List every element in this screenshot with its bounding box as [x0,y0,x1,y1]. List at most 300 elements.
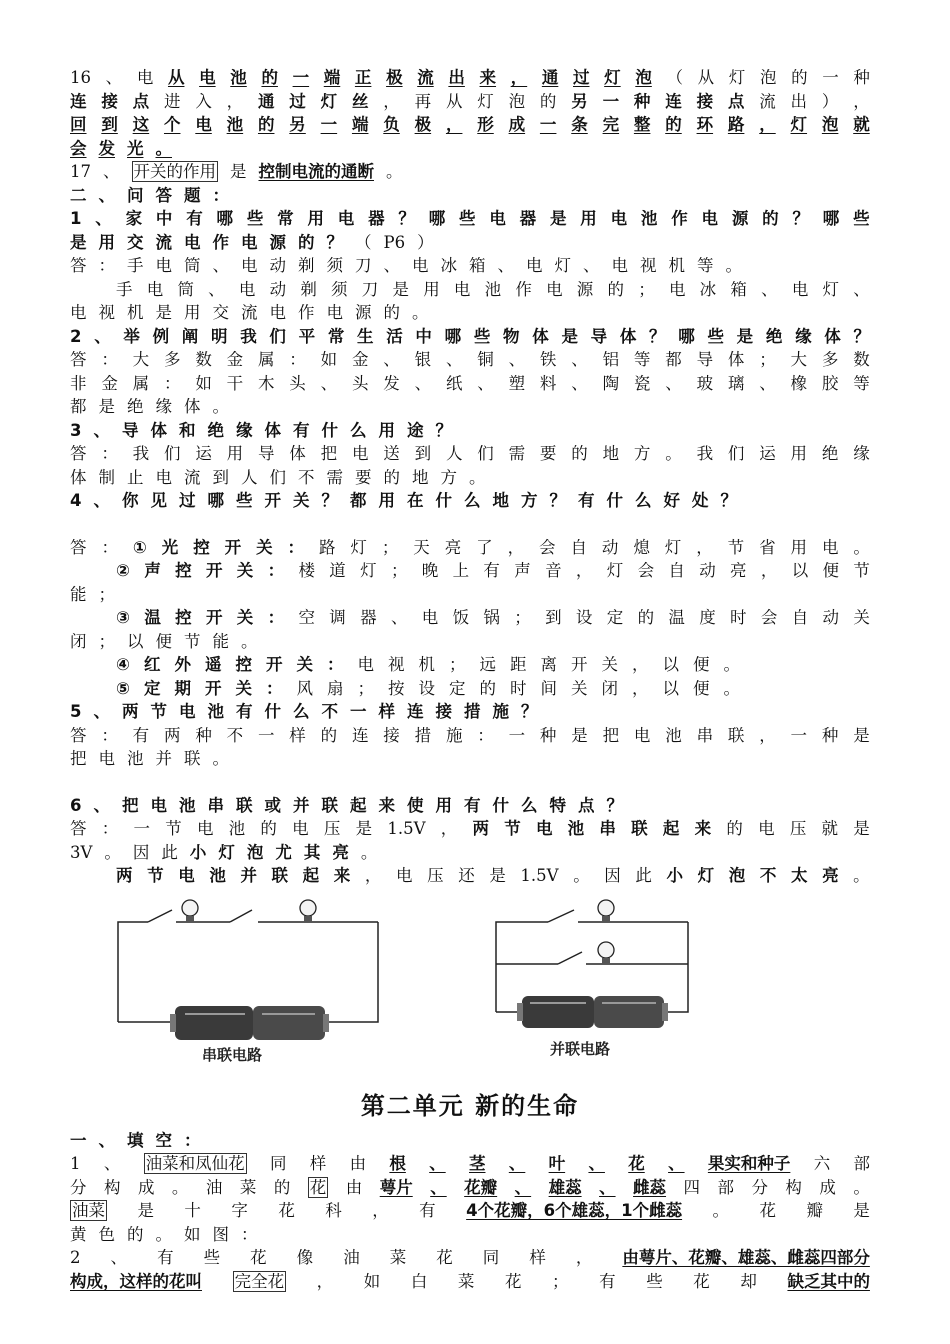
text-token: 电 [98,749,115,768]
text-token: 绝 [765,326,783,346]
text-token: 施 [445,725,463,745]
text-token: ： [212,185,229,205]
text-token: 干 [226,373,244,393]
text-token: 、 [414,373,432,393]
text-token: 璃 [727,373,745,393]
text-token: 接 [696,91,714,111]
blank-line [70,513,870,536]
text-token: 来 [378,795,395,815]
text-token: 到 [101,115,118,134]
text-token: 4 [70,491,82,510]
text-token: 是 [571,725,588,745]
text-token: 把 [320,444,338,463]
text-token: 电 [155,256,172,275]
text-token: 电 [178,702,196,721]
text-token: ？ [520,702,538,721]
text-token: 绝 [821,444,839,463]
text-token: 度 [699,608,716,627]
text-token: 们 [269,467,286,487]
text-token: 哪 [207,491,224,510]
text-token: 音 [545,561,562,580]
text-token: 方 [520,491,538,510]
text-token: 控 [175,561,192,580]
text-token: 作 [671,209,688,228]
text-token: 串 [207,795,224,815]
text-token: 是 [355,819,373,838]
text-token: 有 [235,702,253,721]
text-token: 。 [241,631,258,651]
text-token: 来 [694,819,712,838]
text-token: 连 [406,702,424,721]
text-token: 联 [321,795,338,815]
text-token: 铁 [539,350,557,369]
text-token: 的 [665,115,682,134]
text-token: 头 [351,373,369,393]
text-line [70,1270,870,1294]
text-token: 不 [298,467,315,487]
text-token: 是 [70,232,87,252]
text-token: 电 [199,68,216,87]
text-token: 流 [184,467,201,487]
text-token: 联 [271,866,289,885]
text-token: 运 [195,444,212,463]
text-token: ： [326,655,344,674]
text-token: 题 [184,185,201,205]
text-token: ： [98,256,115,275]
text-token: 生 [357,326,374,346]
text-token: ③ [116,608,130,627]
text-token: ， [759,725,776,745]
text-token: 哪 [444,326,462,346]
text-token: 的 [273,1177,291,1197]
text-token: 答 [70,819,87,838]
text-token: 遥 [204,655,222,674]
text-token: 二 [70,185,87,205]
text-token: 叶 [548,1154,566,1173]
text-token: 些 [235,491,253,510]
text-token: 样 [289,725,306,745]
text-token: 像 [296,1248,314,1267]
text-token: 池 [567,819,585,838]
text-token: 因 [604,866,621,885]
text-token: 2 [70,1248,81,1267]
text-token: ； [381,537,399,557]
text-token: 有 [292,420,310,440]
text-line [70,841,870,865]
text-token: 泡 [508,91,526,111]
text-token: 筒 [184,256,201,275]
text-token: ： [101,350,118,369]
text-token: 好 [663,491,680,510]
text-token: 控 [175,608,192,627]
text-token: 空 [298,608,315,627]
text-token: 调 [329,608,346,627]
text-token: 关 [296,655,313,674]
text-token: 池 [640,209,658,228]
text-token: 节 [150,702,167,721]
text-token: 剃 [300,279,317,299]
text-token: 体 [289,444,306,463]
text-token: 成 [819,1177,836,1197]
text-token: 视 [98,303,115,322]
text-token: 么 [292,702,310,721]
text-token: 缘 [155,397,172,416]
text-token: 连 [665,91,682,111]
text-token: 头 [289,373,306,393]
text-token: 花 [278,1201,295,1220]
text-token: ， [631,678,649,698]
text-token: 由 [349,1154,367,1173]
text-token: 条 [571,115,588,134]
text-token: 平 [298,326,316,346]
text-token: 剃 [298,256,315,275]
text-token: 银 [414,350,432,369]
text-token: 能 [212,631,229,651]
text-token: ； [552,1271,569,1291]
text-token: ？ [792,209,809,228]
text-token: 部 [717,1177,734,1197]
text-token: 控 [193,537,210,557]
text-token: ？ [649,326,666,346]
text-token: 有 [419,1201,436,1220]
text-token: 分 [70,1177,87,1197]
text-token: 须 [326,256,343,275]
text-token: 灯 [664,537,682,557]
text-token: 制 [98,467,115,487]
text-token: 小 [189,842,207,862]
text-token: 器 [360,608,377,627]
text-token: 物 [503,326,520,346]
text-token: 并 [240,866,257,885]
text-token: 手 [116,279,133,299]
document-page [70,66,870,1293]
text-token: 。 [665,444,682,463]
text-token: 灯 [728,68,746,87]
text-token: ： [101,537,118,557]
text-token: 离 [540,655,557,674]
text-token: 有 [577,491,595,510]
text-token: 体 [619,326,637,346]
text-line [70,66,870,90]
text-token: 玻 [696,373,714,393]
text-token: 电 [184,232,201,252]
text-token: 色 [98,1224,115,1244]
text-token: 连 [70,91,87,111]
text-token: 种 [821,725,839,745]
text-token: 用 [423,279,440,299]
text-token: ？ [398,209,415,228]
text-token: 用 [98,232,115,252]
text-token: 电 [292,819,309,838]
text-token: 些 [473,326,491,346]
text-token: 楼 [298,561,315,580]
text-token: 灯 [218,842,235,862]
text-token: 源 [355,303,372,322]
text-token: 、 [103,1154,121,1173]
text-line [70,1152,870,1176]
text-token: 雄蕊 [548,1177,582,1197]
text-token: 。 [386,162,403,181]
text-token: 风 [296,678,313,698]
text-token: 联 [235,795,253,815]
text-token: 方 [440,467,457,487]
text-token: 电 [611,256,628,275]
text-token: 路 [727,115,745,134]
text-token: 如 [320,350,338,369]
text-token: 发 [98,138,115,158]
text-token: 3V [70,842,93,862]
text-token: 因 [132,842,150,862]
text-token: 四 [683,1177,700,1197]
text-token: 数 [195,350,212,369]
text-token: 什 [321,420,338,440]
text-line [70,536,870,560]
text-token: ： [184,1130,201,1150]
text-token: 答 [70,256,87,275]
text-token: 其 [303,842,321,862]
text-token: 小 [666,866,684,885]
text-token: 不 [759,866,777,885]
text-line [70,1129,870,1153]
text-token: 串 [696,725,714,745]
text-token: 绝 [127,397,144,416]
text-token: 都 [665,350,682,369]
text-token: 么 [463,491,481,510]
text-token: 1.5V [387,819,426,838]
text-token: 特 [549,795,566,815]
text-token: 部 [853,1154,870,1173]
text-token: ？ [606,795,623,815]
text-token: 用 [580,209,597,228]
text-line [70,817,870,841]
text-token: 等 [697,256,714,275]
text-token: 一 [822,68,839,87]
text-token: 填 [127,1130,144,1150]
text-token: 茎 [469,1154,486,1173]
text-token: 由萼片、花瓣、雄蕊、雌蕊四部分 [622,1248,870,1267]
text-token: 用 [378,420,395,440]
text-token: 和 [178,420,196,440]
text-token: 就 [821,819,839,838]
text-token: 2 [70,326,82,346]
text-token: 泡 [635,68,652,87]
text-token: 的 [539,91,557,111]
text-token: 油 [343,1248,360,1267]
text-token: ， [316,1271,334,1291]
text-token: 是 [549,209,567,228]
text-token: ， [696,537,713,557]
text-token: 负 [383,115,400,134]
text-line [70,466,870,490]
text-token: 环 [696,115,714,134]
text-token: 是 [561,326,578,346]
text-token: 如 [184,1224,201,1244]
text-token: 关 [292,491,310,510]
text-line [70,1199,870,1223]
text-token: 期 [174,678,191,698]
text-token: ， [372,1201,389,1220]
text-token: 动 [601,537,619,557]
text-token: 以 [791,561,809,580]
text-token: 作 [298,303,315,322]
text-token: 泡 [821,115,839,134]
text-token: 锅 [483,608,500,627]
text-token: 5 [70,702,82,721]
text-token: 胶 [821,373,839,393]
text-token: 答 [70,444,87,463]
text-token: 些 [646,1271,663,1291]
text-token: 科 [325,1201,342,1220]
text-token: 视 [387,655,405,674]
text-token: 地 [492,491,509,510]
circuit-figures [70,892,870,1068]
text-token: 1.5V [520,866,559,885]
text-token: 会 [637,561,655,580]
text-token: 电 [241,256,258,275]
text-token: 的 [607,279,624,299]
text-token: 此 [161,842,178,862]
text-token: P6 [383,232,406,252]
text-token: 来 [479,68,497,87]
text-token: 缘 [853,444,870,463]
text-token: 、 [110,1248,128,1267]
text-token: 还 [458,866,475,885]
text-token: 池 [230,68,247,87]
text-token: 电 [146,279,164,299]
text-token: ？ [435,420,452,440]
text-token: 是 [853,1201,870,1220]
text-token: 一 [320,115,338,134]
text-line [70,207,870,231]
text-token: 、 [668,1154,685,1173]
text-token: 种 [539,725,557,745]
text-token: 动 [269,279,287,299]
text-token: 明 [211,326,228,346]
text-token: 种 [633,91,651,111]
text-token: 中 [415,326,432,346]
text-token: 流 [155,232,172,252]
text-token: ） [417,232,434,252]
text-token: 橡 [790,373,808,393]
text-token: 器 [368,209,385,228]
text-token: 有 [463,795,481,815]
text-token: 的 [261,68,278,87]
text-token: 、 [383,350,400,369]
text-token: 金 [101,373,118,393]
text-token: 的 [298,232,315,252]
text-line [70,301,870,325]
text-token: ： [163,373,181,393]
text-token: 大 [132,350,150,369]
text-token: 一 [790,725,808,745]
text-line [70,606,870,630]
text-token: 正 [354,68,372,87]
text-token: ② [116,561,130,580]
text-token: 瓣 [806,1201,823,1220]
text-token: 电 [701,209,719,228]
text-token: 并 [292,795,310,815]
text-token: 例 [152,326,170,346]
text-token: 。 [360,842,378,862]
text-token: 、 [477,373,494,393]
text-token: 把 [70,749,87,768]
text-token: 导 [257,444,275,463]
text-token: 会 [70,138,87,158]
text-token: 处 [691,491,709,510]
text-token: ， [507,537,525,557]
text-token: 电 [821,537,839,557]
text-token: 油 [205,1177,223,1197]
text-token: 机 [668,256,685,275]
text-line [70,372,870,396]
text-token: 光 [127,138,144,158]
text-token: 、 [94,326,111,346]
text-token: 哪 [822,209,840,228]
text-token: 1 [70,1154,81,1173]
text-token: 省 [759,537,776,557]
text-token: ； [357,678,374,698]
text-token: 料 [539,373,557,393]
text-token: 。 [104,842,121,862]
text-token: 开 [205,608,223,627]
text-token: 用 [378,491,395,510]
text-token: 池 [228,819,246,838]
text-token: 入 [195,91,212,111]
text-token: 一 [133,819,150,838]
text-token: 联 [184,749,201,768]
text-token: 、 [429,1154,446,1173]
text-token: 的 [791,68,808,87]
text-token: ？ [549,491,566,510]
text-token: 节 [165,819,182,838]
text-token: 些 [203,1248,221,1267]
text-token: 箱 [469,256,486,275]
text-token: ？ [326,232,343,252]
text-token: 电 [136,68,154,87]
text-line [70,254,870,278]
text-token: 人 [241,467,258,487]
text-token: ； [390,561,408,580]
text-token: 、 [383,256,400,275]
text-token: 菜 [389,1248,407,1267]
text-token: 纸 [445,373,463,393]
text-token: 电 [269,303,286,322]
text-token: 会 [539,537,556,557]
text-token: 的 [320,725,338,745]
text-token: 。 [171,1177,189,1197]
text-token: 是 [230,162,247,181]
text-token: 们 [727,444,745,463]
text-token: 、 [103,162,120,181]
text-token: 连 [351,725,369,745]
text-token: 灯 [822,279,840,299]
text-token: 端 [323,68,341,87]
text-token: 源 [576,279,594,299]
text-token: 节 [147,866,164,885]
text-token: 的 [571,444,588,463]
text-token: 、 [571,350,588,369]
text-token: 温 [668,608,685,627]
text-token: 灯 [790,115,808,134]
text-token: 关 [601,655,618,674]
text-token: 压 [323,819,341,838]
text-line [70,1223,870,1247]
text-token: 有 [157,1248,174,1267]
text-token: 温 [144,608,161,627]
text-token: ， [631,655,649,674]
text-token: （ [666,68,683,87]
text-token: 花 [759,1201,776,1220]
